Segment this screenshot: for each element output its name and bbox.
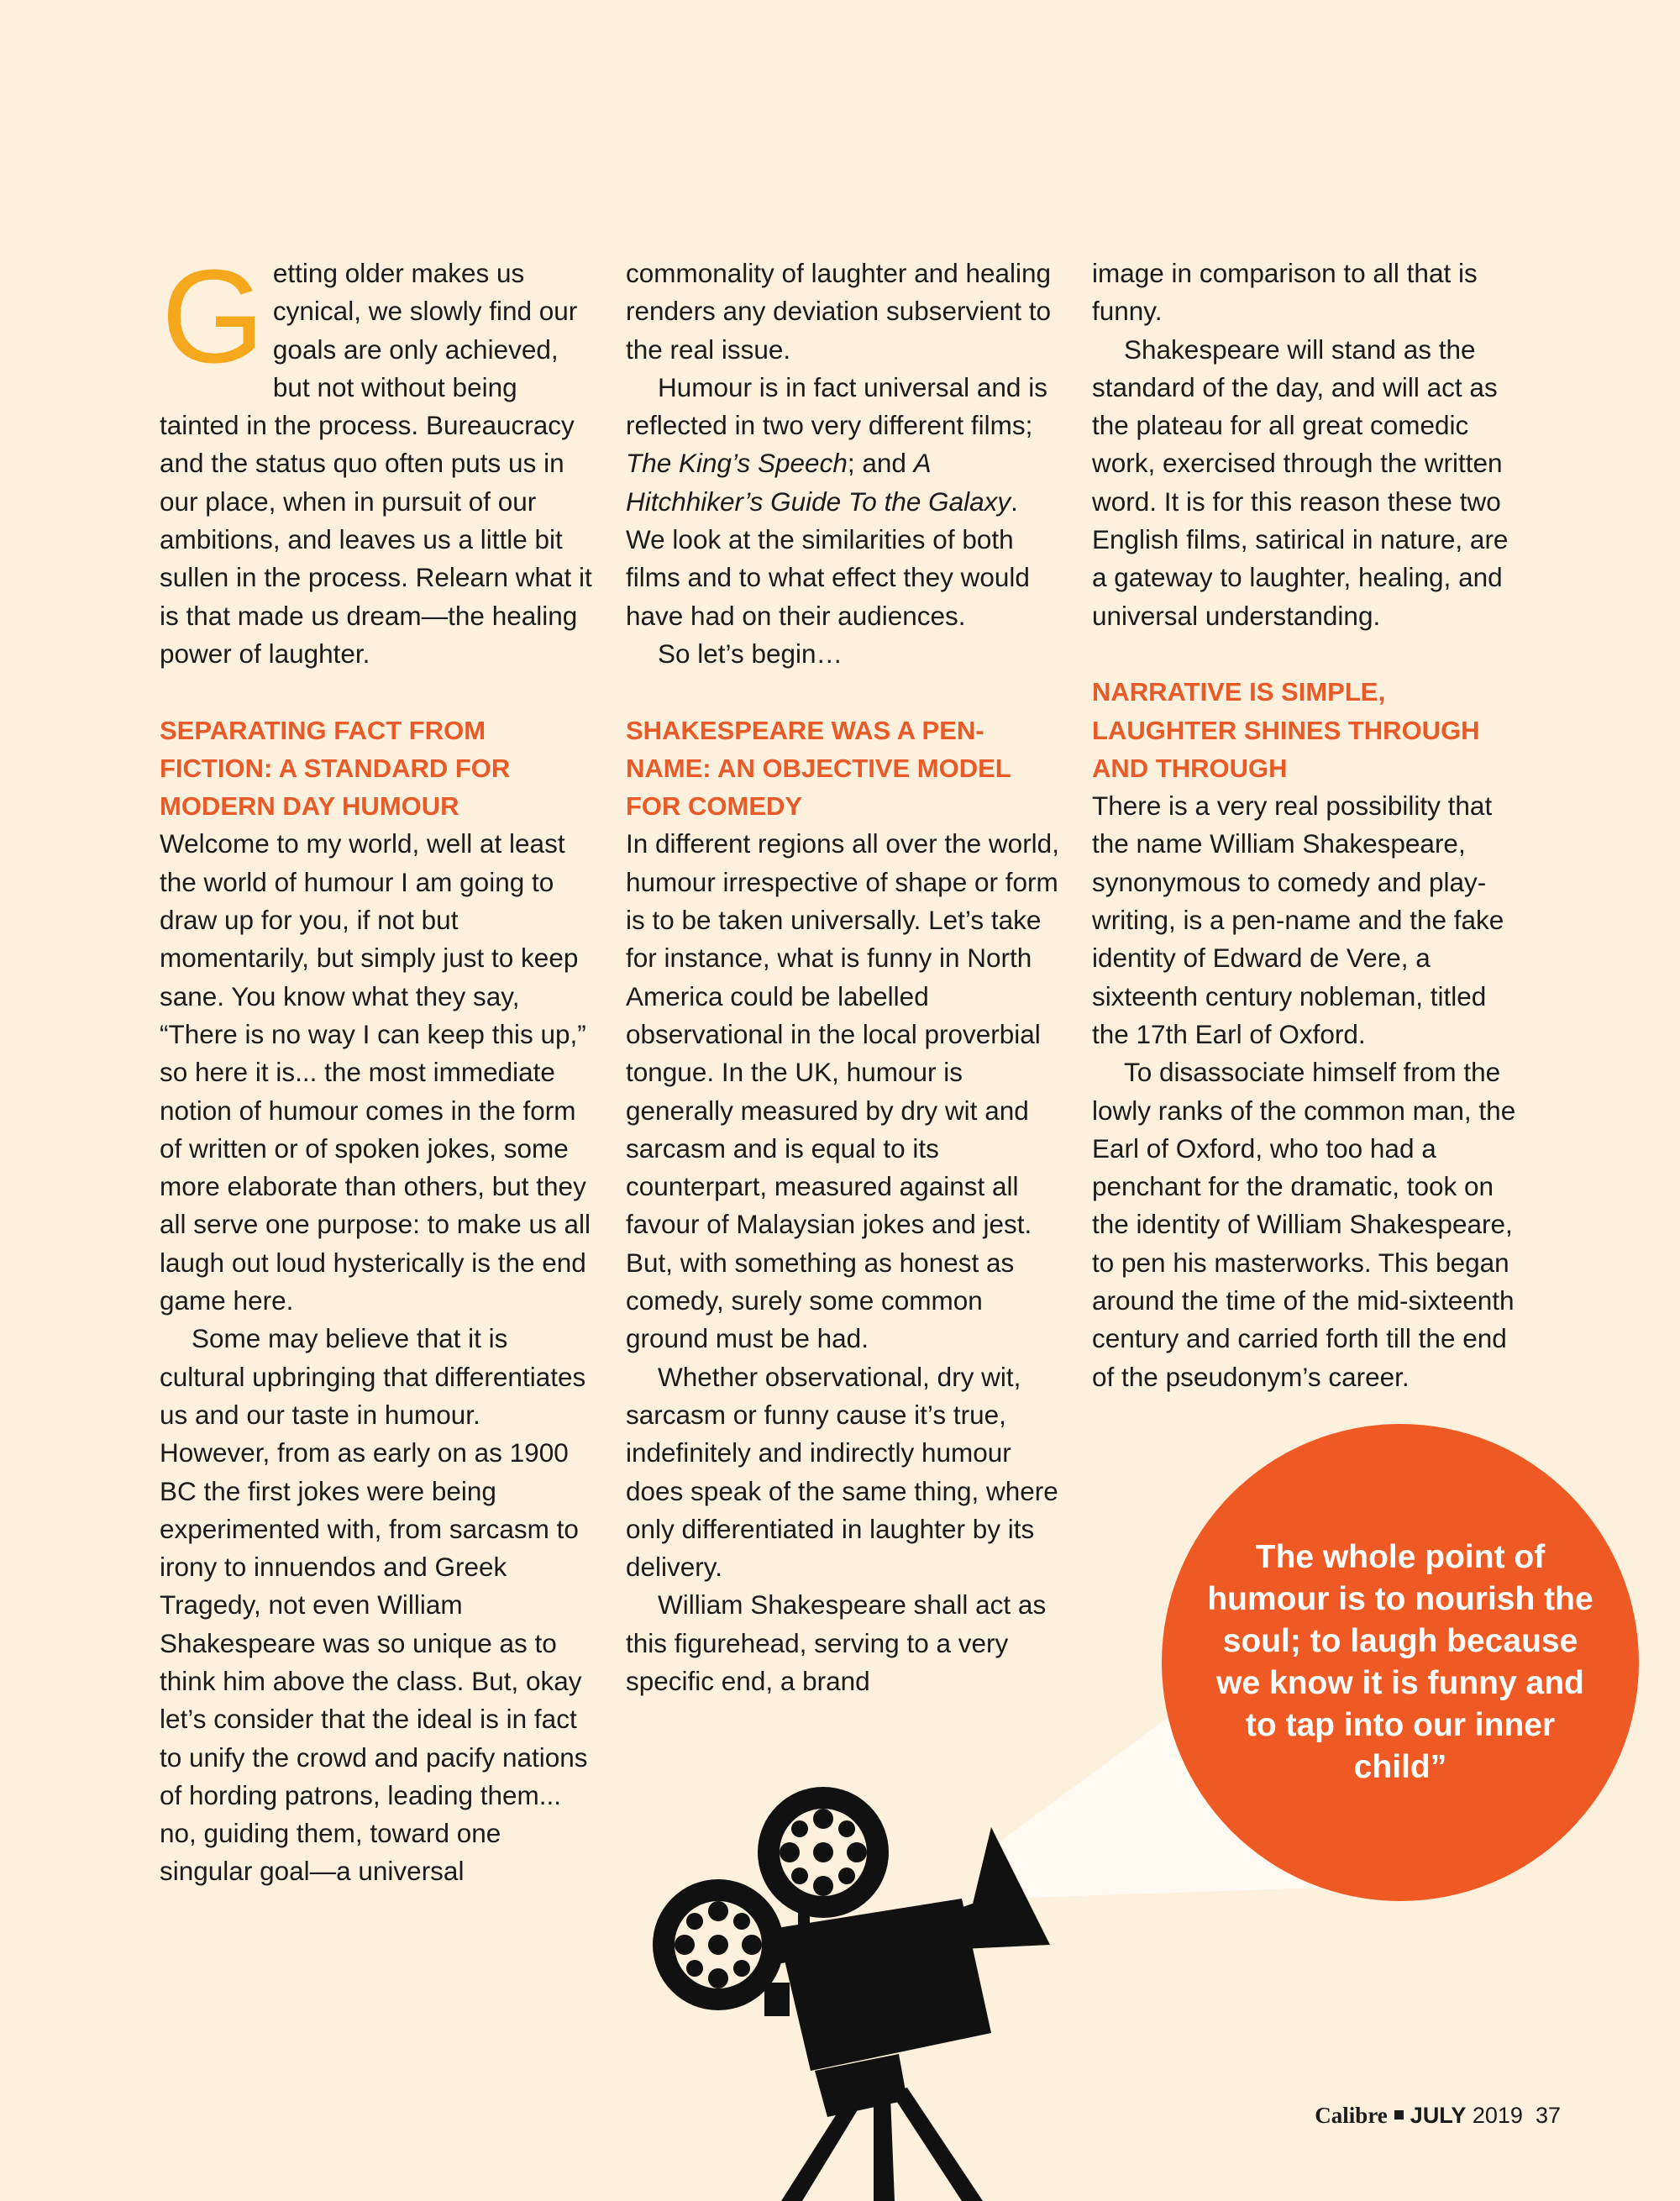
intro-paragraph [160,243,596,673]
page-number: 37 [1535,2103,1561,2128]
magazine-name: Calibre [1315,2103,1388,2128]
section-heading-fact-fiction: SEPARATING FACT FROM FICTION: A STANDARD FOR MODERN DAY HUMOUR [160,715,511,822]
paragraph: Welcome to my world, well at least the world of humour I am going to draw up for you, if not but momentarily, but simply just to keep sane. You know what they say, “There is no way I can keep this up,” so here it is... the most immediate notion of humour comes in the form of written or of spoken jokes, some more elaborate than others, but they all serve one purpose: to make us all laugh out loud hysterically is the end game here. [160,828,591,1316]
pull-quote-text: The whole point of humour is to nourish the soul; to laugh because we know it is funny and to tap into our inner child” [1207,1539,1593,1785]
paragraph: So let’s begin… [658,638,843,669]
intro-text: etting older makes us cynical, we slowly find our goals are only achieved, but not without being tainted in the process. Bureaucracy and the status quo often puts us in our place, when in pursuit of our ambitions, and leaves us a little bit sullen in the process. Relearn what it is that made us dream—the healing power of laughter. [160,258,592,669]
paragraph: To disassociate himself from the lowly ranks of the common man, the Earl of Oxford, who too had a penchant for the dramatic, took on the identity of William Shakespeare, to pen his masterworks. This began around the time of the mid-sixteenth century and carried forth till the end of the pseudonym’s career. [1092,1057,1516,1392]
paragraph: image in comparison to all that is funny. [1092,258,1478,327]
section-heading-pen-name: SHAKESPEARE WAS A PEN-NAME: AN OBJECTIVE MODEL FOR COMEDY [626,715,1011,822]
paragraph-films: Humour is in fact universal and is reflected in two very different films; The King’s Speech; and A Hitchhiker’s Guide To the Galaxy. We look at the similarities of both films and to what effect they would have had on their audiences. [626,371,1047,631]
article-column-3 [1092,255,1529,1396]
paragraph: Some may believe that it is cultural upbringing that differentiates us and our taste in humour. However, from as early on as 1900 BC the first jokes were being experimented with, from sarcasm to irony to innuendos and Greek Tragedy, not even William Shakespeare was so unique as to think him above the class. But, okay let’s consider that the ideal is in fact to unify the crowd and pacify nations of hording patrons, leading them... no, guiding them, toward one singular goal—a universal [160,1323,588,1887]
article-column-1 [160,243,596,1891]
paragraph: Whether observational, dry wit, sarcasm or funny cause it’s true, indefinitely and indirectly humour does speak of the same thing, where only differentiated in laughter by its delivery. [626,1361,1058,1583]
paragraph: William Shakespeare shall act as this figurehead, serving to a very specific end, a brand [626,1589,1047,1696]
pull-quote-circle [1162,1424,1639,1901]
issue-year: 2019 [1472,2103,1523,2128]
paragraph: commonality of laughter and healing renders any deviation subservient to the real issue. [626,258,1052,365]
issue-month: JULY [1410,2103,1467,2128]
paragraph: There is a very real possibility that the name William Shakespeare, synonymous to comedy and play-writing, is a pen-name and the fake identity of Edward de Vere, a sixteenth century nobleman, titled the 17th Earl of Oxford. [1092,791,1504,1049]
paragraph: In different regions all over the world, humour irrespective of shape or form is to be taken universally. Let’s take for instance, what is funny in North America could be labelled observational in the local proverbial tongue. In the UK, humour is generally measured by dry wit and sarcasm and is equal to its counterpart, measured against all favour of Malaysian jokes and jest. But, with something as honest as comedy, surely some common ground must be had. [626,828,1059,1354]
film-projector-icon [638,1781,1058,2201]
separator-square-icon [1394,2110,1404,2120]
film-title: The King’s Speech [626,448,848,479]
section-heading-narrative: NARRATIVE IS SIMPLE, LAUGHTER SHINES THROUGH AND THROUGH [1092,677,1480,783]
article-column-2 [626,255,1063,1700]
film-title: A Hitchhiker’s Guide To the Galaxy [626,448,1011,517]
paragraph: Shakespeare will stand as the standard of the day, and will act as the plateau for all great comedic work, exercised through the written word. It is for this reason these two English films, satirical in nature, are a gateway to laughter, healing, and universal understanding. [1092,334,1509,631]
page-footer [1315,2100,1561,2130]
drop-cap: G [161,243,265,391]
